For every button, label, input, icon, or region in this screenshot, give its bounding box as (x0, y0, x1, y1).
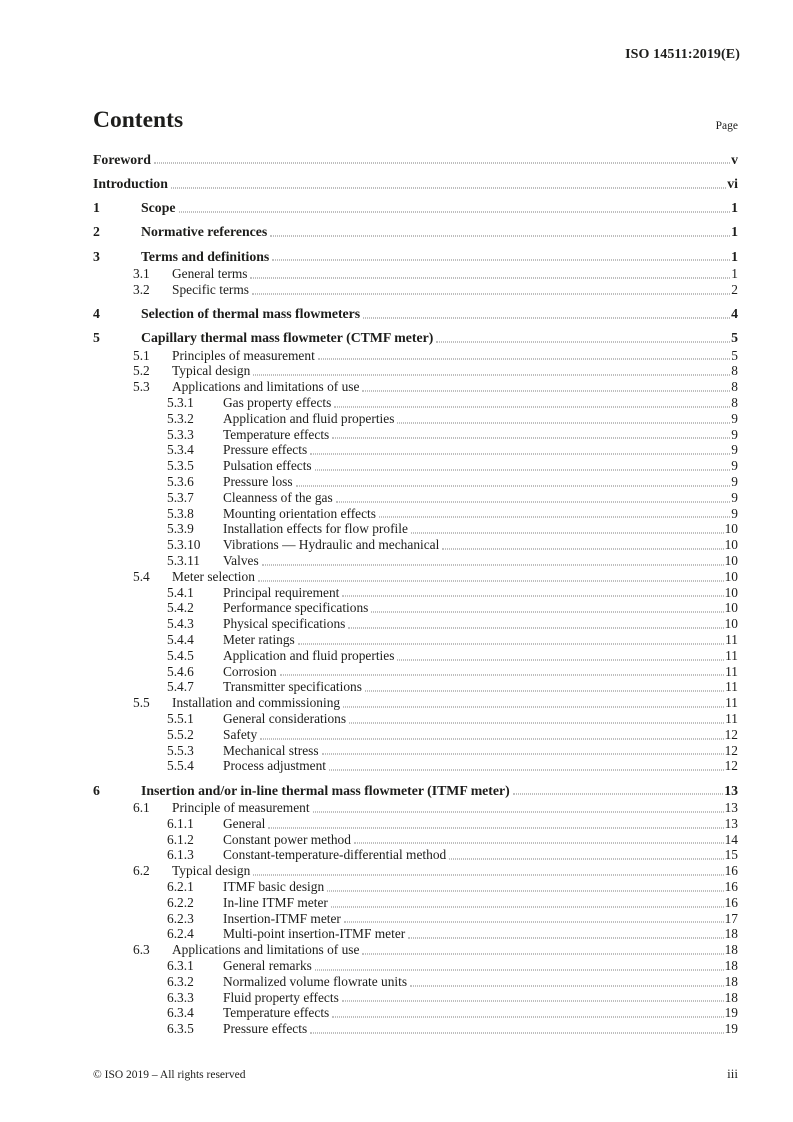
toc-entry-title: Insertion and/or in-line thermal mass flowmeter (ITMF meter) (141, 782, 510, 798)
toc-entry[interactable] (93, 664, 738, 680)
toc-entry-title: Insertion-ITMF meter (223, 910, 341, 926)
toc-entry[interactable] (93, 911, 738, 927)
page-footer (93, 1066, 738, 1082)
toc-leader-dots (365, 691, 724, 692)
toc-entry-title: Typical design (172, 363, 251, 379)
toc-entry-title: Fluid property effects (223, 989, 339, 1005)
toc-entry-title: Gas property effects (223, 395, 332, 411)
toc-entry-number: 1 (93, 200, 100, 216)
toc-leader-dots (329, 770, 724, 771)
toc-leader-dots (258, 580, 724, 581)
toc-entry[interactable] (93, 348, 738, 364)
toc-entry-number: 5.3.11 (167, 553, 200, 569)
toc-leader-dots (262, 564, 724, 565)
toc-leader-dots (252, 293, 730, 294)
toc-entry-page: 10 (724, 584, 738, 600)
toc-entry-page: 9 (731, 474, 738, 490)
toc-entry-title: Vibrations — Hydraulic and mechanical (223, 537, 440, 553)
toc-entry-page: 11 (725, 711, 738, 726)
toc-entry-page: 13 (724, 815, 738, 831)
toc-leader-dots (310, 454, 730, 455)
toc-entry-title: Normalized volume flowrate units (223, 973, 408, 989)
toc-entry[interactable] (93, 1005, 738, 1021)
toc-leader-dots (296, 485, 731, 486)
toc-entry-page: 8 (731, 395, 738, 411)
toc-entry-page: 9 (731, 489, 738, 505)
toc-entry-page: 11 (725, 632, 738, 648)
toc-entry-title: Terms and definitions (141, 248, 270, 264)
toc-entry-title: Foreword (93, 151, 151, 167)
toc-entry-number: 6.1.1 (167, 815, 194, 831)
toc-entry-number: 6.3.4 (167, 1005, 194, 1021)
toc-entry[interactable] (93, 816, 738, 832)
toc-entry-title: Constant-temperature-differential method (223, 847, 447, 863)
document-reference: ISO 14511:2019(E) (625, 47, 740, 62)
toc-entry[interactable] (93, 306, 738, 322)
toc-entry[interactable] (93, 679, 738, 695)
toc-entry-number: 5.5.2 (167, 726, 194, 742)
toc-entry-number: 5.4.5 (167, 647, 194, 663)
toc-entry-number: 5.3.1 (167, 395, 194, 411)
toc-entry[interactable] (93, 895, 738, 911)
toc-entry-page: 12 (724, 742, 738, 758)
toc-entry-page: 18 (724, 942, 738, 958)
toc-entry-number: 6.2.1 (167, 878, 194, 894)
toc-entry-number: 5.4.7 (167, 679, 194, 695)
toc-entry-title: Corrosion (223, 663, 277, 679)
folio-page-number: iii (727, 1066, 738, 1081)
toc-entry-number: 5.3.2 (167, 410, 194, 426)
toc-leader-dots (310, 1032, 723, 1033)
toc-leader-dots (327, 890, 723, 891)
toc-entry-page: 9 (731, 458, 738, 474)
toc-leader-dots (354, 843, 724, 844)
toc-entry[interactable] (93, 427, 738, 443)
toc-entry-page: 11 (725, 663, 738, 679)
toc-leader-dots (362, 391, 730, 392)
toc-entry-page: 18 (724, 957, 738, 973)
toc-entry-title: Pressure effects (223, 1021, 308, 1037)
toc-leader-dots (348, 628, 723, 629)
toc-entry-title: General considerations (223, 711, 347, 726)
toc-leader-dots (363, 317, 730, 318)
toc-entry[interactable] (93, 632, 738, 648)
toc-entry[interactable] (93, 847, 738, 863)
toc-leader-dots (397, 422, 730, 423)
toc-entry[interactable] (93, 282, 738, 298)
toc-entry[interactable] (93, 832, 738, 848)
toc-leader-dots (449, 859, 723, 860)
toc-entry-number: 5.3.6 (167, 474, 194, 490)
toc-entry-number: 5.3 (133, 379, 150, 395)
toc-entry-title: Typical design (172, 863, 251, 879)
toc-entry[interactable] (93, 711, 738, 727)
toc-leader-dots (318, 359, 731, 360)
toc-entry-number: 5.5.4 (167, 758, 194, 774)
toc-entry[interactable] (93, 879, 738, 895)
toc-entry-page: 9 (731, 505, 738, 521)
toc-entry[interactable] (93, 330, 738, 346)
toc-entry-number: 5.3.7 (167, 489, 194, 505)
toc-leader-dots (315, 969, 724, 970)
toc-entry[interactable] (93, 600, 738, 616)
toc-entry-number: 6.3.5 (167, 1021, 194, 1037)
toc-entry[interactable] (93, 411, 738, 427)
toc-entry-number: 6.3.3 (167, 989, 194, 1005)
toc-entry-number: 5.3.3 (167, 426, 194, 442)
toc-entry-number: 6.1 (133, 799, 150, 815)
toc-entry-title: Installation and commissioning (172, 695, 341, 711)
toc-entry-page: 19 (724, 1021, 738, 1037)
toc-leader-dots (349, 722, 724, 723)
toc-entry-title: Application and fluid properties (223, 647, 395, 663)
toc-entry-title: Mechanical stress (223, 742, 319, 758)
toc-entry-title: Process adjustment (223, 758, 327, 774)
toc-entry-title: Transmitter specifications (223, 679, 362, 695)
toc-entry-number: 5.4.3 (167, 616, 194, 632)
toc-entry-page: 8 (731, 379, 738, 395)
toc-leader-dots (442, 549, 723, 550)
toc-leader-dots (331, 906, 724, 907)
toc-entry-page: 11 (725, 679, 738, 695)
toc-entry[interactable] (93, 800, 738, 816)
toc-entry-number: 5.2 (133, 363, 150, 379)
toc-entry-page: 10 (724, 616, 738, 632)
toc-entry-title: Valves (223, 553, 259, 569)
toc-leader-dots (250, 277, 730, 278)
toc-entry-page: 10 (724, 600, 738, 616)
toc-leader-dots (362, 953, 723, 954)
toc-entry-page: 14 (724, 831, 738, 847)
toc-leader-dots (332, 1017, 723, 1018)
toc-entry-title: Principle of measurement (172, 799, 310, 815)
toc-entry-page: 10 (724, 568, 738, 584)
toc-entry-page: 19 (724, 1005, 738, 1021)
toc-entry-number: 6.3 (133, 942, 150, 958)
toc-entry-page: 1 (731, 224, 738, 240)
toc-entry-title: General remarks (223, 957, 312, 973)
toc-entry-title: Capillary thermal mass flowmeter (CTMF meter) (141, 330, 434, 346)
toc-entry-title: Pressure loss (223, 474, 293, 490)
toc-entry[interactable] (93, 224, 738, 240)
toc-entry-page: 1 (731, 200, 738, 216)
toc-entry-page: 10 (724, 537, 738, 553)
copyright-notice: © ISO 2019 – All rights reserved (93, 1069, 246, 1081)
toc-entry[interactable] (93, 490, 738, 506)
toc-entry-number: 5.3.8 (167, 505, 194, 521)
toc-entry-number: 5.4.1 (167, 584, 194, 600)
page-title: Contents (93, 107, 184, 133)
toc-leader-dots (280, 675, 725, 676)
toc-entry-title: Safety (223, 726, 258, 742)
toc-entry[interactable] (93, 585, 738, 601)
toc-entry-number: 6.1.2 (167, 831, 194, 847)
toc-entry[interactable] (93, 458, 738, 474)
toc-entry-title: Temperature effects (223, 1005, 330, 1021)
toc-entry-title: Temperature effects (223, 426, 330, 442)
toc-entry[interactable] (93, 152, 738, 168)
toc-leader-dots (513, 794, 723, 795)
toc-entry-title: Performance specifications (223, 600, 369, 616)
toc-entry-number: 6.2 (133, 863, 150, 879)
toc-entry-number: 2 (93, 224, 100, 240)
toc-leader-dots (253, 375, 730, 376)
toc-entry-number: 6 (93, 782, 100, 798)
toc-leader-dots (379, 517, 730, 518)
toc-entry-title: Specific terms (172, 281, 249, 297)
toc-entry-page: 1 (731, 248, 738, 264)
toc-entry[interactable] (93, 648, 738, 664)
toc-leader-dots (179, 211, 731, 212)
toc-entry-page: 11 (725, 647, 738, 663)
toc-entry-page: 5 (731, 347, 738, 363)
toc-leader-dots (272, 260, 730, 261)
toc-entry-page: 9 (731, 442, 738, 458)
toc-leader-dots (410, 985, 724, 986)
toc-leader-dots (268, 827, 723, 828)
toc-entry[interactable] (93, 249, 738, 265)
toc-entry-page: 10 (724, 553, 738, 569)
toc-entry[interactable] (93, 266, 738, 282)
toc-leader-dots (315, 470, 731, 471)
toc-leader-dots (322, 754, 724, 755)
toc-entry[interactable] (93, 958, 738, 974)
toc-leader-dots (334, 406, 730, 407)
toc-entry[interactable] (93, 553, 738, 569)
toc-entry-page: 5 (731, 330, 738, 346)
contents-header (93, 108, 738, 134)
toc-leader-dots (344, 922, 724, 923)
toc-entry-number: 4 (93, 306, 100, 322)
toc-entry-page: 1 (731, 265, 738, 281)
toc-entry-page: 18 (724, 989, 738, 1005)
toc-entry[interactable] (93, 521, 738, 537)
toc-entry-page: v (731, 151, 738, 167)
running-header (93, 47, 740, 63)
toc-leader-dots (260, 738, 723, 739)
table-of-contents (93, 143, 738, 1037)
toc-entry-number: 5.4.6 (167, 663, 194, 679)
toc-entry-number: 5.5 (133, 695, 150, 711)
toc-entry[interactable] (93, 783, 738, 799)
toc-entry-title: Installation effects for flow profile (223, 521, 408, 537)
toc-entry-page: 17 (724, 910, 738, 926)
toc-entry-title: General terms (172, 265, 248, 281)
toc-entry-title: Scope (141, 200, 176, 216)
toc-entry[interactable] (93, 200, 738, 216)
toc-leader-dots (342, 596, 723, 597)
toc-entry-number: 5.3.4 (167, 442, 194, 458)
toc-entry-page: 13 (724, 799, 738, 815)
toc-entry-number: 5.1 (133, 347, 150, 363)
toc-entry-page: 18 (724, 973, 738, 989)
toc-entry-page: 12 (724, 758, 738, 774)
toc-leader-dots (408, 938, 723, 939)
toc-entry-number: 3.1 (133, 265, 150, 281)
toc-entry-number: 5.4.4 (167, 632, 194, 648)
toc-entry-number: 6.1.3 (167, 847, 194, 863)
toc-entry-page: 8 (731, 363, 738, 379)
toc-entry[interactable] (93, 942, 738, 958)
toc-entry[interactable] (93, 474, 738, 490)
toc-entry-title: Meter ratings (223, 632, 295, 648)
toc-entry[interactable] (93, 863, 738, 879)
toc-entry-page: 10 (724, 521, 738, 537)
toc-entry[interactable] (93, 695, 738, 711)
toc-entry[interactable] (93, 758, 738, 774)
toc-entry-page: 12 (724, 726, 738, 742)
toc-entry-title: Mounting orientation effects (223, 505, 376, 521)
toc-entry[interactable] (93, 743, 738, 759)
toc-entry-title: Applications and limitations of use (172, 942, 360, 958)
toc-entry-number: 6.3.1 (167, 957, 194, 973)
toc-leader-dots (343, 707, 724, 708)
toc-entry-page: 13 (724, 782, 738, 798)
toc-entry-title: Applications and limitations of use (172, 379, 360, 395)
toc-entry[interactable] (93, 537, 738, 553)
toc-leader-dots (154, 163, 730, 164)
toc-entry[interactable] (93, 506, 738, 522)
toc-entry[interactable] (93, 926, 738, 942)
toc-entry-number: 5.3.9 (167, 521, 194, 537)
toc-entry-title: Pressure effects (223, 442, 308, 458)
toc-entry-title: Introduction (93, 175, 168, 191)
toc-entry-title: Principal requirement (223, 584, 340, 600)
toc-leader-dots (371, 612, 723, 613)
toc-entry-title: Constant power method (223, 831, 351, 847)
toc-leader-dots (342, 1001, 724, 1002)
toc-entry-title: Cleanness of the gas (223, 489, 333, 505)
toc-entry-page: 18 (724, 926, 738, 942)
toc-entry-number: 5 (93, 330, 100, 346)
toc-entry[interactable] (93, 616, 738, 632)
toc-entry[interactable] (93, 395, 738, 411)
toc-entry-page: vi (727, 175, 738, 191)
toc-entry-page: 16 (724, 878, 738, 894)
toc-entry-title: In-line ITMF meter (223, 894, 328, 910)
toc-entry-title: Pulsation effects (223, 458, 312, 474)
toc-entry[interactable] (93, 1021, 738, 1037)
toc-entry-number: 5.3.5 (167, 458, 194, 474)
toc-entry[interactable] (93, 379, 738, 395)
toc-entry-number: 5.4.2 (167, 600, 194, 616)
toc-entry-number: 6.2.3 (167, 910, 194, 926)
toc-entry-number: 5.4 (133, 568, 150, 584)
toc-entry-page: 2 (731, 281, 738, 297)
toc-entry-number: 3 (93, 248, 100, 264)
toc-entry-title: General (223, 815, 266, 831)
toc-entry-page: 16 (724, 863, 738, 879)
toc-leader-dots (397, 659, 724, 660)
toc-entry-number: 5.5.1 (167, 711, 194, 726)
toc-entry-number: 3.2 (133, 281, 150, 297)
toc-leader-dots (436, 342, 730, 343)
toc-entry[interactable] (93, 990, 738, 1006)
toc-entry[interactable] (93, 363, 738, 379)
toc-entry-title: Selection of thermal mass flowmeters (141, 306, 361, 322)
toc-entry-title: Meter selection (172, 568, 255, 584)
page-column-label: Page (715, 119, 738, 132)
toc-entry[interactable] (93, 569, 738, 585)
toc-entry[interactable] (93, 974, 738, 990)
toc-entry-number: 5.3.10 (167, 537, 201, 553)
toc-entry-title: Multi-point insertion-ITMF meter (223, 926, 406, 942)
toc-entry[interactable] (93, 176, 738, 192)
toc-entry-title: Application and fluid properties (223, 410, 395, 426)
toc-entry[interactable] (93, 727, 738, 743)
toc-entry-title: Principles of measurement (172, 347, 315, 363)
toc-leader-dots (336, 501, 731, 502)
toc-entry-title: Physical specifications (223, 616, 346, 632)
toc-entry-number: 5.5.3 (167, 742, 194, 758)
toc-entry-page: 4 (731, 306, 738, 322)
toc-leader-dots (298, 643, 724, 644)
toc-entry-title: ITMF basic design (223, 878, 325, 894)
toc-entry-page: 11 (725, 695, 738, 711)
toc-leader-dots (171, 187, 726, 188)
toc-entry-number: 6.3.2 (167, 973, 194, 989)
toc-entry-page: 15 (724, 847, 738, 863)
toc-entry-page: 9 (731, 426, 738, 442)
toc-leader-dots (253, 874, 723, 875)
toc-leader-dots (332, 438, 730, 439)
toc-entry-page: 9 (731, 410, 738, 426)
toc-entry-number: 6.2.4 (167, 926, 194, 942)
toc-entry-page: 16 (724, 894, 738, 910)
toc-leader-dots (313, 811, 724, 812)
toc-entry[interactable] (93, 442, 738, 458)
toc-leader-dots (270, 236, 730, 237)
toc-entry-number: 6.2.2 (167, 894, 194, 910)
toc-leader-dots (411, 533, 724, 534)
toc-entry-title: Normative references (141, 224, 268, 240)
